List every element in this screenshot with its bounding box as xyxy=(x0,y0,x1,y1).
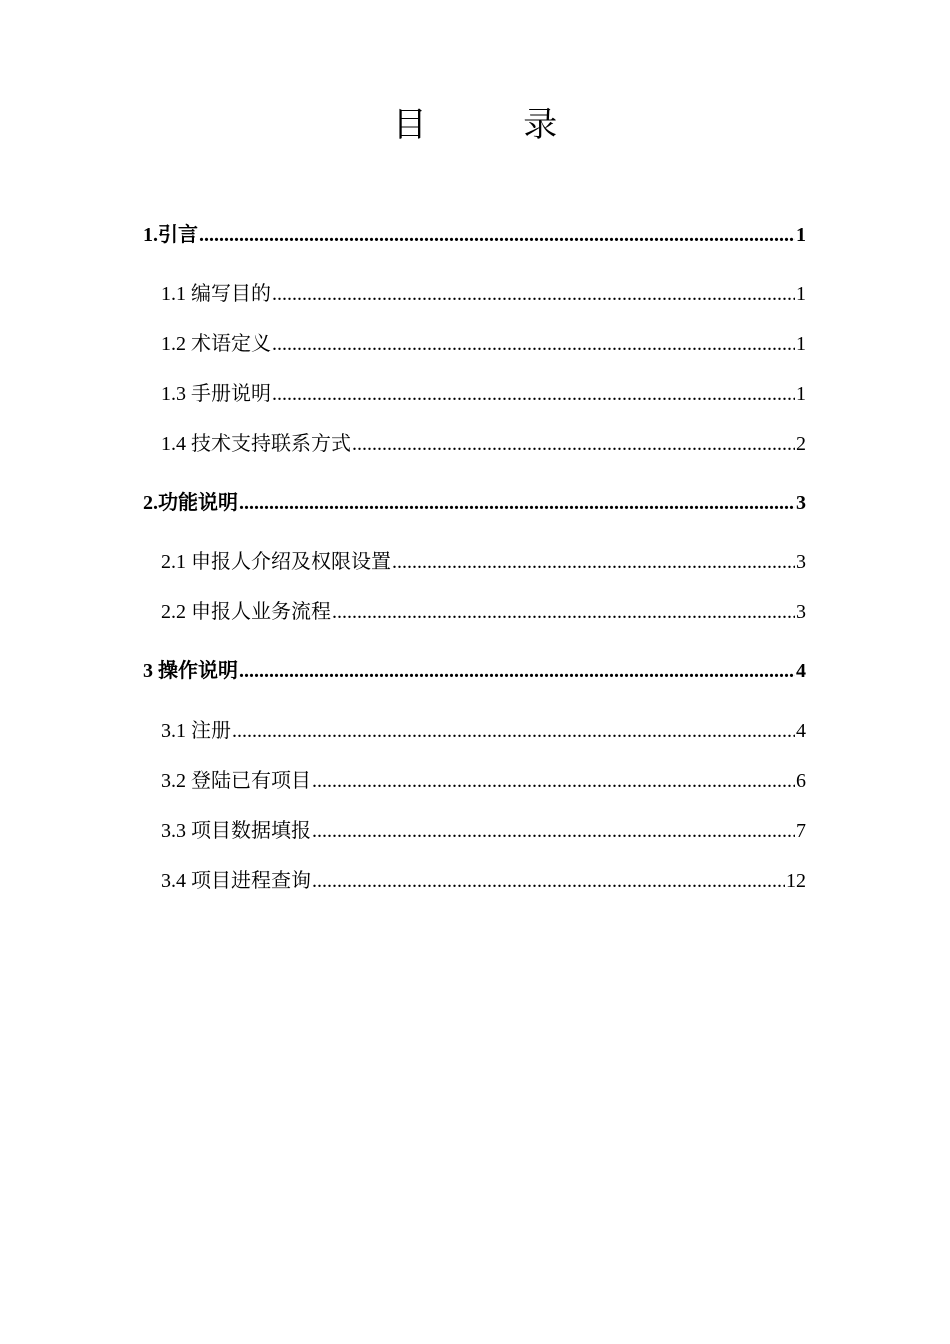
toc-entry-label: 2.2 申报人业务流程 xyxy=(161,601,331,623)
toc-entry-page-number: 3 xyxy=(796,492,806,514)
toc-entry-2-1[interactable] xyxy=(161,549,806,575)
toc-entry-page-number: 1 xyxy=(796,333,806,355)
toc-leader-dots xyxy=(272,281,795,307)
toc-entry-page-number: 7 xyxy=(796,820,806,842)
toc-entry-1-2[interactable] xyxy=(161,331,806,357)
toc-entry-2-2[interactable] xyxy=(161,599,806,625)
toc-entry-page-number: 6 xyxy=(796,770,806,792)
toc-leader-dots xyxy=(272,331,795,357)
toc-entry-1-4[interactable] xyxy=(161,431,806,457)
toc-leader-dots xyxy=(392,549,795,575)
toc-leader-dots xyxy=(199,222,795,248)
page-title: 目 录 xyxy=(392,107,602,144)
toc-entry-label: 1.引言 xyxy=(143,224,198,246)
toc-leader-dots xyxy=(272,381,795,407)
toc-entry-3-3[interactable] xyxy=(161,818,806,844)
toc-entry-label: 1.1 编写目的 xyxy=(161,283,271,305)
toc-entry-label: 3 操作说明 xyxy=(143,660,238,682)
toc-entry-label: 1.4 技术支持联系方式 xyxy=(161,433,351,455)
toc-entry-label: 3.1 注册 xyxy=(161,720,231,742)
toc-entry-2[interactable] xyxy=(143,490,806,516)
toc-leader-dots xyxy=(239,490,795,516)
toc-entry-label: 3.4 项目进程查询 xyxy=(161,870,311,892)
toc-leader-dots xyxy=(312,818,795,844)
toc-entry-page-number: 1 xyxy=(796,283,806,305)
toc-leader-dots xyxy=(312,868,785,894)
toc-entry-label: 1.3 手册说明 xyxy=(161,383,271,405)
toc-entry-page-number: 4 xyxy=(796,720,806,742)
toc-entry-page-number: 1 xyxy=(796,224,806,246)
toc-entry-label: 2.1 申报人介绍及权限设置 xyxy=(161,551,391,573)
toc-leader-dots xyxy=(239,658,795,684)
toc-leader-dots xyxy=(332,599,795,625)
toc-entry-page-number: 3 xyxy=(796,551,806,573)
toc-entry-3[interactable] xyxy=(143,658,806,684)
toc-entry-label: 2.功能说明 xyxy=(143,492,238,514)
toc-leader-dots xyxy=(232,718,795,744)
toc-entry-label: 3.3 项目数据填报 xyxy=(161,820,311,842)
toc-entry-3-4[interactable] xyxy=(161,868,806,894)
toc-leader-dots xyxy=(352,431,795,457)
toc-entry-3-2[interactable] xyxy=(161,768,806,794)
toc-entry-page-number: 4 xyxy=(796,660,806,682)
toc-entry-label: 1.2 术语定义 xyxy=(161,333,271,355)
toc-entry-page-number: 12 xyxy=(786,870,806,892)
toc-entry-1-3[interactable] xyxy=(161,381,806,407)
toc-entry-1[interactable] xyxy=(143,222,806,248)
toc-entry-page-number: 3 xyxy=(796,601,806,623)
toc-entry-label: 3.2 登陆已有项目 xyxy=(161,770,311,792)
toc-entry-page-number: 1 xyxy=(796,383,806,405)
toc-leader-dots xyxy=(312,768,795,794)
toc-entry-1-1[interactable] xyxy=(161,281,806,307)
toc-entry-3-1[interactable] xyxy=(161,718,806,744)
toc-entry-page-number: 2 xyxy=(796,433,806,455)
